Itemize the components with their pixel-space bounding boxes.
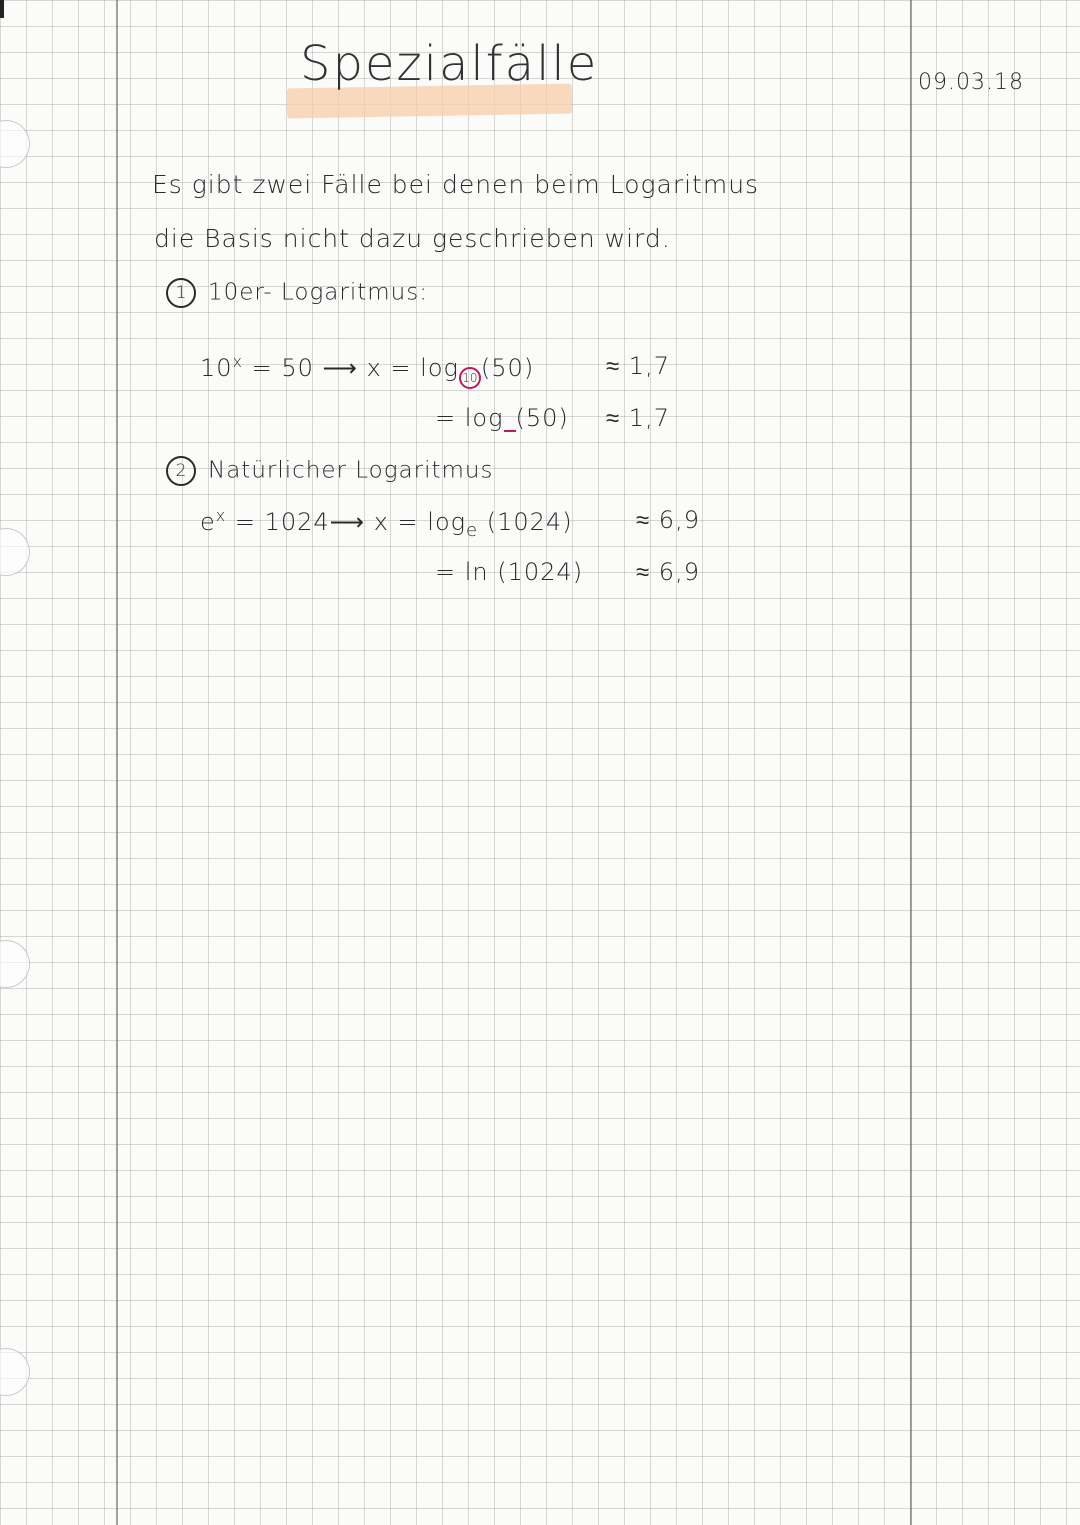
page-date: 09.03.18: [918, 70, 1024, 95]
equation-body: = 1024⟶ x = log: [226, 508, 467, 536]
scan-edge-mark: [0, 0, 4, 18]
log-base: e: [466, 519, 479, 541]
punch-hole-lower: [0, 940, 30, 988]
right-margin-line: [910, 0, 912, 1525]
item-1-heading-row: [166, 278, 428, 308]
equation-1b-result: ≈ 1,7: [606, 404, 670, 432]
equation-1a: [200, 352, 534, 389]
item-heading: 10er- Logaritmus:: [208, 279, 428, 306]
equation-argument: (50): [480, 354, 535, 382]
equation-exponent: x: [232, 352, 244, 371]
item-number-circle: 1: [166, 278, 196, 308]
equation-1a-result: ≈ 1,7: [606, 352, 670, 380]
intro-line-1: Es gibt zwei Fälle bei denen beim Logaritmus: [152, 170, 760, 199]
equation-body: = log: [435, 404, 504, 432]
equation-2b: = ln (1024): [435, 558, 584, 586]
omitted-base-mark: [504, 430, 516, 432]
left-margin-line: [116, 0, 118, 1525]
page-title: Spezialfälle: [300, 36, 599, 92]
equation-argument: (50): [515, 404, 569, 432]
punch-hole-bottom: [0, 1348, 30, 1396]
punch-hole-top: [0, 120, 30, 168]
item-heading: Natürlicher Logaritmus: [208, 457, 494, 484]
equation-argument: (1024): [478, 508, 573, 536]
intro-line-2: die Basis nicht dazu geschrieben wird.: [154, 224, 671, 253]
item-number-circle: 2: [166, 456, 196, 486]
punch-hole-upper: [0, 528, 30, 576]
equation-body: = 50 ⟶ x = log: [243, 354, 459, 382]
equation-exponent: x: [215, 506, 227, 525]
equation-1b: [435, 404, 569, 432]
equation-2a-result: ≈ 6,9: [636, 506, 700, 534]
equation-lhs: e: [200, 508, 216, 536]
log-base-circled: 10: [459, 367, 481, 389]
equation-lhs: 10: [200, 354, 233, 382]
item-2-heading-row: [166, 456, 493, 486]
equation-2a: [200, 506, 573, 541]
equation-2b-result: ≈ 6,9: [636, 558, 700, 586]
